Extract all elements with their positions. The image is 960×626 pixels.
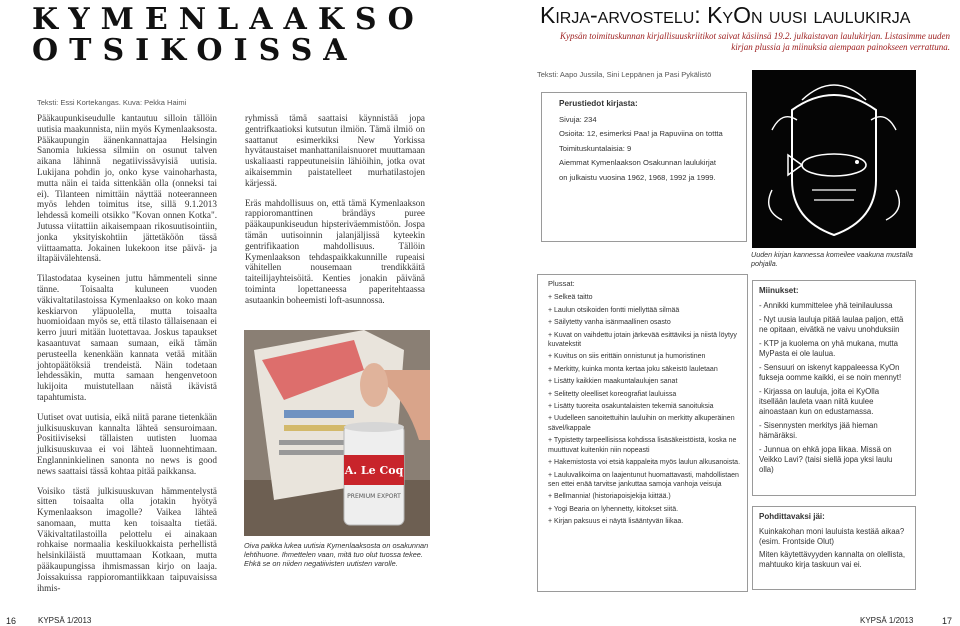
- right-headline: Kirja-arvostelu: KyOn uusi laulukirja: [540, 2, 911, 28]
- plus-item: + Kuvat on vaihdettu jotain järkevää esittäviksi ja niistä löytyy kuvatekstit: [548, 331, 737, 349]
- miinukset-title: Miinukset:: [759, 286, 799, 295]
- plus-item: + Uudelleen sanoitettuihin lauluihin on merkitty alkuperäinen sävel/kappale: [548, 415, 735, 432]
- paragraph: Eräs mahdollisuus on, että tämä Kymenlaakson rappioromanttinen brändäys puree pääkaupunkiseudun hipsteriväemmistöön. Jospa tämän uutisoinnin jalanjäljissä kyteekin gentrifikaation mahdollisuus. Tällöin Kymenlaakson tehdaspaikkakunnille rupeaisi vähitellen nousemaan trendikkäitä taiteilijayhteisöitä. Kenties jonakin päivänä toiminta lopettaneessa paperitehtaassa asutaankin boheemisti loft-asunnossa.: [245, 197, 425, 305]
- left-column-1: [37, 113, 217, 602]
- plus-item: + Kirjan paksuus ei näytä lisääntyvän liikaa.: [548, 518, 684, 526]
- plus-item: + Lauluvalikoima on laajentunut huomattavasti, mahdollistaen sen ettei enää tarvitse jankuttaa samoja vanhoja veisuja: [548, 471, 739, 488]
- pohdittavaksi-box: [752, 506, 916, 590]
- newspaper-beer-photo: [244, 330, 430, 536]
- photo-illustration: [244, 330, 430, 536]
- plus-item: + Yogi Bearia on lyhennetty, kiitokset siitä.: [548, 505, 679, 513]
- plus-item: + Selitetty oleelliset koreografiat lauluissa: [548, 390, 677, 398]
- page-number-left: 16: [6, 616, 17, 626]
- paragraph: ryhmissä tämä saattaisi käynnistää jopa gentrifkaatioksi kutsutun ilmiön. Tämä ilmiö on saattanut esimerkiksi New Yorkissa hyvätaustaiset manhattanilaisnuoret muuttamaan uskaliaasti rappeutuneisiin lähiöihin, jotka ovat aikaisemmin paistatelleet murhatilastojen kärjessä.: [245, 113, 425, 188]
- plussat-box: [537, 274, 748, 592]
- info-row: Toimituskuntalaisia: 9: [559, 143, 632, 153]
- plus-item: + Lisätty kaikkien maakuntalaulujen sanat: [548, 378, 678, 386]
- plus-item: + Selkeä taitto: [548, 294, 593, 302]
- right-byline: Teksti: Aapo Jussila, Sini Leppänen ja Pasi Pykälistö: [537, 70, 712, 79]
- minus-item: - Annikki kummittelee yhä teinilaulussa: [759, 301, 893, 310]
- minus-item: - Junnua on ehkä jopa liikaa. Missä on Veikko Lavi? (taisi siellä jopa yksi laulu olla): [759, 445, 893, 474]
- minus-item: - Sisennysten merkitys jää hieman hämäräksi.: [759, 421, 878, 440]
- coat-of-arms-icon: [752, 70, 916, 248]
- info-box: [541, 92, 747, 242]
- plus-item: + Säilytetty vanha isänmaallinen osasto: [548, 319, 671, 327]
- paragraph: Uutiset ovat uutisia, eikä niitä parane tietenkään julkisuuskuvan kannalta lähteä sensuroimaan. Positiiviseksi tällaisten uutisten luomaa julkisuuskuvaa ei voi lähteä luonnehtimaan. Englanninkielinen sanonta no news is good news saattaisi tässä kohtaa pitää paikkansa.: [37, 411, 217, 476]
- left-headline: KYMENLAAKSO OTSIKOISSA: [32, 2, 425, 68]
- info-row: on julkaistu vuosina 1962, 1968, 1992 ja 1999.: [559, 172, 716, 182]
- info-row: Osioita: 12, esimerksi Paa! ja Rapuviina on tottta: [559, 129, 723, 139]
- footer-issue-right: KYPSÄ 1/2013: [860, 616, 914, 625]
- question-item: Miten käytettävyyden kannalta on olellista, mahtuuko kirja taskuun vai ei.: [759, 550, 906, 569]
- cover-caption: Uuden kirjan kannessa komeilee vaakuna mustalla pohjalla.: [751, 250, 913, 268]
- can-sublabel: PREMIUM EXPORT: [347, 493, 401, 500]
- info-title: Perustiedot kirjasta:: [559, 99, 638, 108]
- minus-item: - KTP ja kuolema on yhä mukana, mutta MyPasta ei ole laulua.: [759, 339, 898, 358]
- plus-item: + Merkitty, kuinka monta kertaa joku säkeistö lauletaan: [548, 365, 718, 373]
- can-label: A. Le Coq: [344, 464, 404, 477]
- ingress: Kypsän toimituskunnan kirjallisuuskriitikot saivat käsiinsä 19.2. julkaistavan laulukirjan. Listasimme uuden kirjan plussia ja miinuksia aiempaan painokseen verrattuna.: [560, 31, 950, 52]
- photo-caption: Oiva paikka lukea uutisia Kymenlaaksosta on osakunnan lehtihuone. Ihmettelen vaan, mitä tuo olut tuossa tekee. Ehkä se on niiden negatiivisten uutisten varolle.: [244, 541, 429, 568]
- plus-item: + Kuvitus on siis erittäin onnistunut ja humoristinen: [548, 353, 706, 361]
- paragraph: Tilastodataa kyseinen juttu hämmenteli sinne tänne. Toisaalta kuluneen vuoden väkivaltatilastoissa Kymenlaakso on koko maan keskiarvon yläpuolella, mutta toisaalta huomioidaan myös se, että tilasto tällaisenaan ei kerro juuri mitään luotettavaa. Joskus tapaukset kasaantuvat samaan sumaan, eikä tämän perusteella kenenkään kannata vetää mitään johtopäätöksiä trendeistä. Näin todetaan lehdessäkin, mutta samaan hengenvetoon lukijoita muistutellaan näistä ikävistä tapahtumista.: [37, 273, 217, 402]
- footer-issue-left: KYPSÄ 1/2013: [38, 616, 92, 625]
- minus-item: - Nyt uusia lauluja pitää laulaa paljon, että ne opitaan, eivätkä ne vaivu unohduksiin: [759, 315, 904, 334]
- pohdittavaksi-title: Pohdittavaksi jäi:: [759, 512, 825, 521]
- page-number-right: 17: [942, 616, 953, 626]
- question-item: Kuinkakohan moni lauluista kestää aikaa? (esim. Frontside Olut): [759, 527, 905, 546]
- plus-item: + Lisätty tuoreita osakuntalaisten tekemiä sanoituksia: [548, 403, 714, 411]
- plus-item: + Bellmannia! (historiapoisjekija kiittää.): [548, 493, 671, 501]
- left-byline: Teksti: Essi Kortekangas. Kuva: Pekka Haimi: [37, 98, 187, 107]
- plus-item: + Laulun otsikoiden fontti miellyttää silmää: [548, 306, 680, 314]
- minus-item: - Kirjassa on lauluja, joita ei KyOlla itsellään lauleta vaan niitä kuulee ainoastaan kun on edustamassa.: [759, 387, 880, 416]
- plus-item: + Typistetty tarpeellisissa kohdissa lisäsäkeistöistä, koska ne muuttuvat kuitenkin niin nopeasti: [548, 437, 737, 454]
- paragraph: Voisiko tästä julkisuuskuvan hämmentelystä sitten toisaalta olla jotakin hyötyä Kymenlaakson imagolle? Vaikea lähteä sanomaan, mutta ken toisaalta tietää. Väkivaltatilastoilla pelottelu ei ainakaan rohkaise normaalia keskiluokkaista perhellistä helsinkiläistä muuttamaan Kotkaan, mutta pääkaupungissa ihmismassan kirjo on laaja. Joissakuissa rappioromantiikkaan taipuvaisissa ihmis-: [37, 485, 217, 593]
- plus-item: + Hakemistosta voi etsiä kappaleita myös laulun alkusanoista.: [548, 459, 741, 467]
- info-row: Aiemmat Kymenlaakson Osakunnan laulukirjat: [559, 158, 717, 168]
- info-row: Sivuja: 234: [559, 114, 597, 124]
- plussat-title: Plussat:: [548, 279, 575, 288]
- book-cover-image: [752, 70, 916, 248]
- minus-item: - Sensuuri on iskenyt kappaleessa KyOn fukseja oomme kaikki, ei se noin mennyt!: [759, 363, 902, 382]
- paragraph: Pääkaupunkiseudulle kantautuu silloin tällöin uutisia maakunnista, niin myös Kymenlaaksosta. Pääkaupungin äänenkannattajaa Helsingin Sanomia lukiessa silmiin on osunut talven aikana lähinnä negatiivissävyisiä uutisia. Lukijana pohdin jo, onko kyse vainoharhasta, mutta näin ei taida sittenkään olla (onneksi tai ei). Tilanteen nimittäin näyttää noteeranneen myös lehden toimitus itse, sillä 9.1.2013 lehdessä komeili otsikko "Kovan onnen Kotka". Jutussa viitattiin aikaisempaan rikosuutisointiin, jonka yksityiskohtiin jättetäköön tässä viittaamatta. Jokainen lukekoon itse päivä- ja iltapäivälehtensä.: [37, 113, 217, 264]
- miinukset-box: [752, 280, 916, 496]
- left-column-2: [245, 113, 425, 315]
